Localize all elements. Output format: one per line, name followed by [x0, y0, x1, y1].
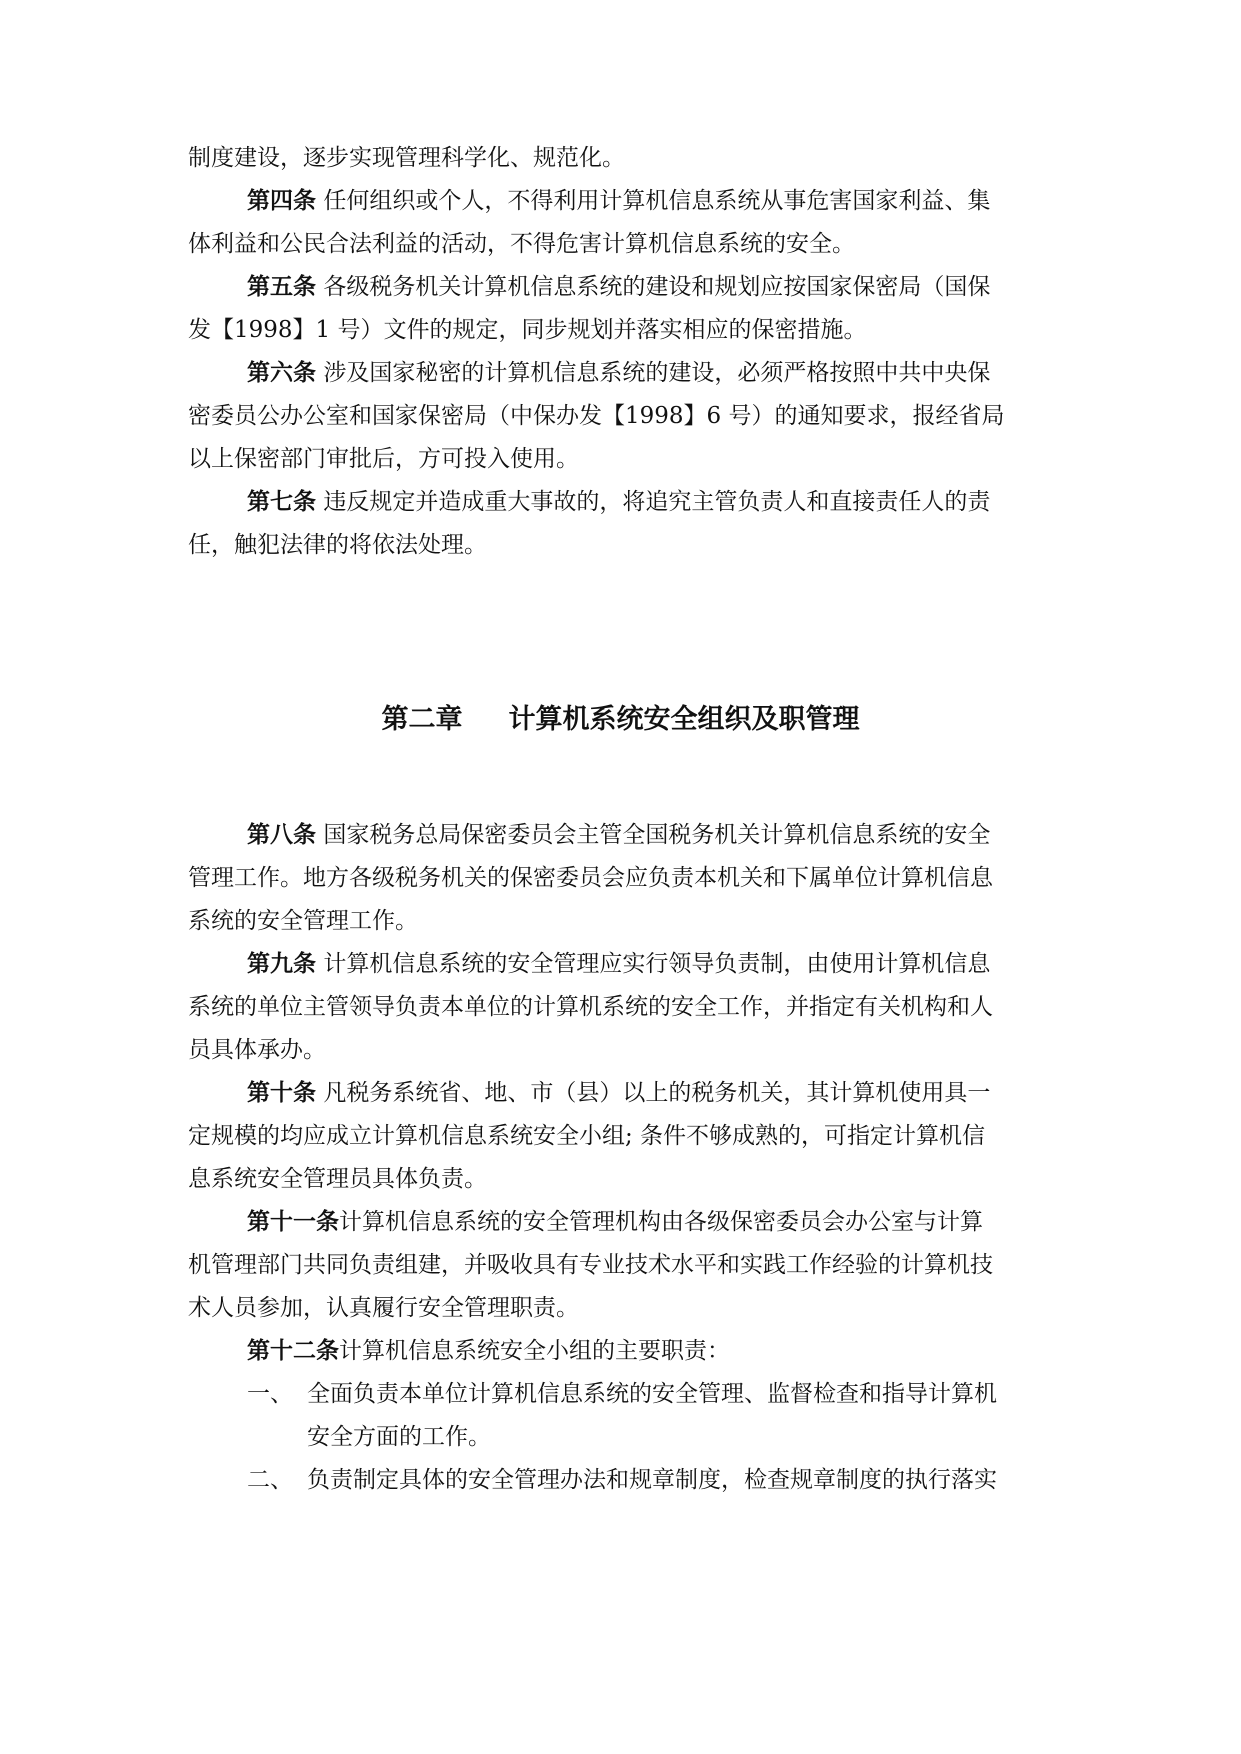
article-text: 凡税务系统省、地、市（县）以上的税务机关，其计算机使用具一	[323, 1080, 991, 1106]
paragraph-line: 定规模的均应成立计算机信息系统安全小组; 条件不够成熟的，可指定计算机信	[188, 1123, 986, 1149]
article-heading: 第十条	[247, 1079, 316, 1106]
chapter-title: 计算机系统安全组织及职管理	[508, 704, 860, 735]
paragraph-line: 密委员公办公室和国家保密局（中保办发【1998】6 号）的通知要求，报经省局	[188, 403, 1005, 429]
article-8	[247, 815, 1058, 855]
article-4	[247, 181, 1058, 221]
article-text: 任何组织或个人，不得利用计算机信息系统从事危害国家利益、集	[323, 188, 991, 214]
article-heading: 第六条	[247, 359, 316, 386]
article-12	[247, 1331, 1058, 1371]
chapter-heading	[0, 698, 1241, 742]
article-text: 涉及国家秘密的计算机信息系统的建设，必须严格按照中共中央保	[323, 360, 991, 386]
chapter-number: 第二章	[381, 704, 463, 735]
article-10	[247, 1073, 1058, 1113]
article-text: 违反规定并造成重大事故的，将追究主管负责人和直接责任人的责	[323, 489, 991, 515]
paragraph-line: 系统的安全管理工作。	[188, 908, 418, 934]
paragraph-line: 术人员参加，认真履行安全管理职责。	[188, 1295, 579, 1321]
paragraph-line: 体利益和公民合法利益的活动，不得危害计算机信息系统的安全。	[188, 231, 855, 257]
paragraph-line: 制度建设，逐步实现管理科学化、规范化。	[188, 145, 625, 171]
article-7	[247, 482, 1058, 522]
article-heading: 第五条	[247, 273, 316, 300]
list-item-text: 负责制定具体的安全管理办法和规章制度，检查规章制度的执行落实	[307, 1467, 997, 1493]
article-text: 各级税务机关计算机信息系统的建设和规划应按国家保密局（国保	[323, 274, 991, 300]
paragraph-line: 机管理部门共同负责组建，并吸收具有专业技术水平和实践工作经验的计算机技	[188, 1252, 993, 1278]
list-item-text: 安全方面的工作。	[307, 1424, 491, 1450]
paragraph-line: 系统的单位主管领导负责本单位的计算机系统的安全工作，并指定有关机构和人	[188, 994, 993, 1020]
list-item-text: 全面负责本单位计算机信息系统的安全管理、监督检查和指导计算机	[307, 1381, 997, 1407]
article-heading: 第四条	[247, 187, 316, 214]
paragraph-line: 发【1998】1 号）文件的规定，同步规划并落实相应的保密措施。	[188, 317, 867, 343]
article-text: 国家税务总局保密委员会主管全国税务机关计算机信息系统的安全	[323, 822, 991, 848]
article-heading: 第十一条	[247, 1208, 339, 1235]
article-heading: 第八条	[247, 821, 316, 848]
paragraph-line: 任，触犯法律的将依法处理。	[188, 532, 487, 558]
article-heading: 第九条	[247, 950, 316, 977]
article-heading: 第十二条	[247, 1337, 339, 1364]
article-5	[247, 267, 1058, 307]
article-text: 计算机信息系统的安全管理应实行领导负责制，由使用计算机信息	[323, 951, 991, 977]
article-heading: 第七条	[247, 488, 316, 515]
list-number: 一、	[247, 1381, 293, 1407]
paragraph-line: 员具体承办。	[188, 1037, 326, 1063]
paragraph-line: 管理工作。地方各级税务机关的保密委员会应负责本机关和下属单位计算机信息	[188, 865, 993, 891]
article-6	[247, 353, 1058, 393]
article-text: 计算机信息系统的安全管理机构由各级保密委员会办公室与计算	[339, 1209, 983, 1235]
article-text: 计算机信息系统安全小组的主要职责：	[339, 1338, 730, 1364]
article-9	[247, 944, 1058, 984]
paragraph-line: 息系统安全管理员具体负责。	[188, 1166, 487, 1192]
paragraph-line: 以上保密部门审批后，方可投入使用。	[188, 446, 579, 472]
article-11	[247, 1202, 1058, 1242]
list-number: 二、	[247, 1467, 293, 1493]
